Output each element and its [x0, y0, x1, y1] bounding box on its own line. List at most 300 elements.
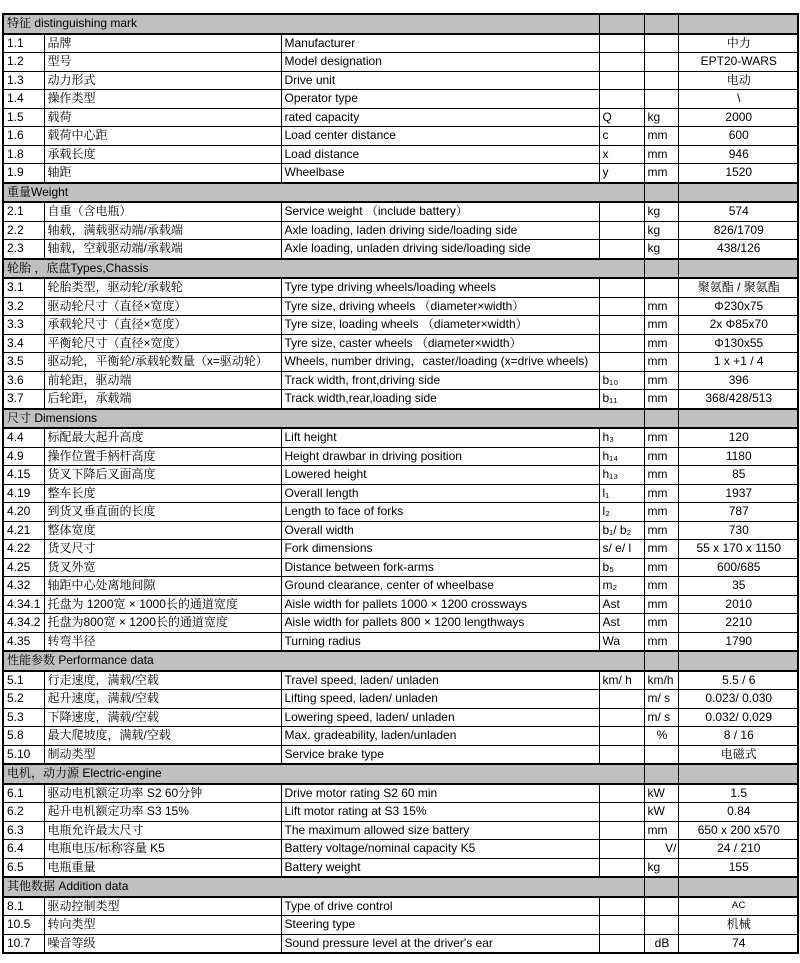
description-cn-cell: 到货叉垂直面的长度	[44, 503, 281, 522]
unit-cell: mm	[644, 447, 678, 466]
value-cell: 368/428/513	[678, 390, 798, 409]
unit-cell: mm	[644, 540, 678, 559]
spec-row	[3, 521, 798, 540]
value-cell: 396	[678, 371, 798, 390]
symbol-cell	[599, 916, 644, 935]
description-cn-cell: 轴载，空载驱动端/承载端	[44, 240, 281, 259]
section-header-row	[3, 183, 798, 203]
description-en-cell: Aisle width for pallets 1000 × 1200 crossways	[281, 595, 599, 614]
description-en-cell: Ground clearance, center of wheelbase	[281, 577, 599, 596]
description-en-cell: Max. gradeability, laden/unladen	[281, 727, 599, 746]
symbol-cell: b₁/ b₂	[599, 521, 644, 540]
row-number-cell: 1.8	[3, 145, 44, 164]
spec-row	[3, 595, 798, 614]
section-filler-cell	[599, 14, 644, 34]
value-cell: AC	[678, 897, 798, 916]
symbol-cell	[599, 690, 644, 709]
symbol-cell	[599, 840, 644, 859]
row-number-cell: 10.5	[3, 916, 44, 935]
value-cell: 2010	[678, 595, 798, 614]
spec-row	[3, 466, 798, 485]
row-number-cell: 8.1	[3, 897, 44, 916]
description-cn-cell: 电瓶电压/标称容量 K5	[44, 840, 281, 859]
section-header-row	[3, 14, 798, 34]
description-cn-cell: 下降速度，满载/空载	[44, 708, 281, 727]
value-cell: 电磁式	[678, 745, 798, 764]
description-cn-cell: 托盘为 1200宽 × 1000长的通道宽度	[44, 595, 281, 614]
unit-cell: mm	[644, 614, 678, 633]
symbol-cell	[599, 897, 644, 916]
section-filler-cell	[678, 409, 798, 429]
symbol-cell: s/ e/ l	[599, 540, 644, 559]
section-filler-cell	[644, 651, 678, 671]
row-number-cell: 3.7	[3, 390, 44, 409]
row-number-cell: 4.25	[3, 558, 44, 577]
row-number-cell: 3.6	[3, 371, 44, 390]
description-cn-cell: 货叉尺寸	[44, 540, 281, 559]
symbol-cell	[599, 745, 644, 764]
unit-cell: mm	[644, 521, 678, 540]
unit-cell: m/ s	[644, 708, 678, 727]
value-cell: 中力	[678, 34, 798, 53]
symbol-cell: b₁₁	[599, 390, 644, 409]
section-header-row	[3, 877, 798, 897]
symbol-cell: Wa	[599, 632, 644, 651]
unit-cell: mm	[644, 371, 678, 390]
description-en-cell: Lowering speed, laden/ unladen	[281, 708, 599, 727]
value-cell: 120	[678, 428, 798, 447]
spec-row	[3, 334, 798, 353]
value-cell: 8 / 16	[678, 727, 798, 746]
value-cell: 24 / 210	[678, 840, 798, 859]
symbol-cell: Q	[599, 108, 644, 127]
row-number-cell: 4.4	[3, 428, 44, 447]
description-cn-cell: 整体宽度	[44, 521, 281, 540]
value-cell: 1 x +1 / 4	[678, 353, 798, 372]
section-title: 轮胎 ，底盘Types,Chassis	[3, 259, 644, 279]
spec-table-body	[3, 14, 798, 953]
description-en-cell: Tyre size, caster wheels （diameter×width）	[281, 334, 599, 353]
description-en-cell: Axle loading, laden driving side/loading side	[281, 221, 599, 240]
description-cn-cell: 轴载，满载驱动端/承载端	[44, 221, 281, 240]
row-number-cell: 4.32	[3, 577, 44, 596]
unit-cell: mm	[644, 334, 678, 353]
row-number-cell: 1.2	[3, 53, 44, 72]
description-en-cell: Axle loading, unladen driving side/loading side	[281, 240, 599, 259]
description-cn-cell: 轴距	[44, 164, 281, 183]
description-cn-cell: 转弯半径	[44, 632, 281, 651]
value-cell: 730	[678, 521, 798, 540]
row-number-cell: 4.22	[3, 540, 44, 559]
symbol-cell: h₁₄	[599, 447, 644, 466]
description-cn-cell: 后轮距，承载端	[44, 390, 281, 409]
unit-cell	[644, 53, 678, 72]
symbol-cell: l₂	[599, 503, 644, 522]
value-cell: 574	[678, 202, 798, 221]
symbol-cell: Ast	[599, 614, 644, 633]
unit-cell: mm	[644, 428, 678, 447]
value-cell: 聚氨酯 / 聚氨酯	[678, 278, 798, 297]
unit-cell: kg	[644, 108, 678, 127]
symbol-cell	[599, 221, 644, 240]
section-header-row	[3, 651, 798, 671]
description-en-cell: Steering type	[281, 916, 599, 935]
description-cn-cell: 载荷	[44, 108, 281, 127]
description-cn-cell: 最大爬坡度，满载/空载	[44, 727, 281, 746]
spec-row	[3, 71, 798, 90]
symbol-cell	[599, 278, 644, 297]
description-en-cell: Tyre size, driving wheels （diameter×width）	[281, 297, 599, 316]
description-cn-cell: 起升速度，满载/空载	[44, 690, 281, 709]
description-en-cell: Battery voltage/nominal capacity K5	[281, 840, 599, 859]
row-number-cell: 3.3	[3, 316, 44, 335]
unit-cell: km/h	[644, 671, 678, 690]
description-cn-cell: 货叉下降后叉面高度	[44, 466, 281, 485]
description-en-cell: Service weight （include battery）	[281, 202, 599, 221]
row-number-cell: 1.5	[3, 108, 44, 127]
value-cell: 0.023/ 0.030	[678, 690, 798, 709]
section-title: 其他数据 Addition data	[3, 877, 644, 897]
unit-cell: dB	[644, 934, 678, 953]
description-cn-cell: 承载长度	[44, 145, 281, 164]
spec-row	[3, 708, 798, 727]
symbol-cell: m₂	[599, 577, 644, 596]
spec-row	[3, 221, 798, 240]
section-filler-cell	[678, 877, 798, 897]
description-cn-cell: 整车长度	[44, 484, 281, 503]
row-number-cell: 1.6	[3, 127, 44, 146]
description-en-cell: Height drawbar in driving position	[281, 447, 599, 466]
section-filler-cell	[644, 183, 678, 203]
description-cn-cell: 驱动轮，平衡轮/承载轮数量（x=驱动轮）	[44, 353, 281, 372]
symbol-cell: h₁₃	[599, 466, 644, 485]
unit-cell: m/ s	[644, 690, 678, 709]
section-filler-cell	[644, 409, 678, 429]
spec-row	[3, 897, 798, 916]
description-cn-cell: 电瓶重量	[44, 858, 281, 877]
description-en-cell: Lowered height	[281, 466, 599, 485]
row-number-cell: 3.5	[3, 353, 44, 372]
spec-row	[3, 278, 798, 297]
row-number-cell: 5.8	[3, 727, 44, 746]
section-filler-cell	[678, 764, 798, 784]
symbol-cell: b₁₀	[599, 371, 644, 390]
spec-row	[3, 540, 798, 559]
row-number-cell: 4.19	[3, 484, 44, 503]
description-cn-cell: 噪音等级	[44, 934, 281, 953]
row-number-cell: 2.3	[3, 240, 44, 259]
description-cn-cell: 型号	[44, 53, 281, 72]
value-cell: 2210	[678, 614, 798, 633]
symbol-cell: b₅	[599, 558, 644, 577]
row-number-cell: 6.3	[3, 821, 44, 840]
description-cn-cell: 操作位置手柄杆高度	[44, 447, 281, 466]
row-number-cell: 4.34.1	[3, 595, 44, 614]
description-en-cell: Type of drive control	[281, 897, 599, 916]
row-number-cell: 3.2	[3, 297, 44, 316]
description-en-cell: Overall width	[281, 521, 599, 540]
spec-table	[2, 13, 799, 954]
value-cell: 826/1709	[678, 221, 798, 240]
description-cn-cell: 驱动控制类型	[44, 897, 281, 916]
row-number-cell: 5.10	[3, 745, 44, 764]
symbol-cell	[599, 90, 644, 109]
unit-cell: mm	[644, 297, 678, 316]
section-header-row	[3, 259, 798, 279]
value-cell: 600/685	[678, 558, 798, 577]
description-en-cell: Aisle width for pallets 800 × 1200 lengthways	[281, 614, 599, 633]
unit-cell: mm	[644, 390, 678, 409]
symbol-cell: km/ h	[599, 671, 644, 690]
symbol-cell	[599, 803, 644, 822]
symbol-cell	[599, 858, 644, 877]
row-number-cell: 6.2	[3, 803, 44, 822]
section-title: 尺寸 Dimensions	[3, 409, 644, 429]
unit-cell: mm	[644, 466, 678, 485]
symbol-cell	[599, 821, 644, 840]
value-cell: 5.5 / 6	[678, 671, 798, 690]
unit-cell	[644, 278, 678, 297]
value-cell: 电动	[678, 71, 798, 90]
unit-cell: mm	[644, 821, 678, 840]
row-number-cell: 10.7	[3, 934, 44, 953]
description-en-cell: Load center distance	[281, 127, 599, 146]
description-cn-cell: 载荷中心距	[44, 127, 281, 146]
spec-row	[3, 164, 798, 183]
unit-cell: V/	[644, 840, 678, 859]
description-cn-cell: 承载轮尺寸（直径×宽度）	[44, 316, 281, 335]
row-number-cell: 6.1	[3, 784, 44, 803]
description-en-cell: Battery weight	[281, 858, 599, 877]
value-cell: 1.5	[678, 784, 798, 803]
description-cn-cell: 轴距中心处离地间隙	[44, 577, 281, 596]
spec-row	[3, 202, 798, 221]
spec-row	[3, 690, 798, 709]
row-number-cell: 4.15	[3, 466, 44, 485]
unit-cell: mm	[644, 316, 678, 335]
description-cn-cell: 前轮距，驱动端	[44, 371, 281, 390]
value-cell: Φ130x55	[678, 334, 798, 353]
spec-row	[3, 916, 798, 935]
symbol-cell	[599, 71, 644, 90]
unit-cell	[644, 34, 678, 53]
unit-cell: mm	[644, 577, 678, 596]
spec-row	[3, 745, 798, 764]
section-filler-cell	[644, 14, 678, 34]
description-en-cell: The maximum allowed size battery	[281, 821, 599, 840]
symbol-cell	[599, 297, 644, 316]
symbol-cell	[599, 934, 644, 953]
section-filler-cell	[644, 877, 678, 897]
section-title: 重量Weight	[3, 183, 644, 203]
spec-row	[3, 727, 798, 746]
value-cell: 35	[678, 577, 798, 596]
spec-row	[3, 297, 798, 316]
section-filler-cell	[678, 14, 798, 34]
row-number-cell: 2.1	[3, 202, 44, 221]
section-title: 特征 distinguishing mark	[3, 14, 599, 34]
unit-cell: mm	[644, 145, 678, 164]
section-filler-cell	[644, 764, 678, 784]
unit-cell	[644, 897, 678, 916]
row-number-cell: 2.2	[3, 221, 44, 240]
symbol-cell: l₁	[599, 484, 644, 503]
spec-row	[3, 577, 798, 596]
row-number-cell: 4.20	[3, 503, 44, 522]
section-filler-cell	[678, 651, 798, 671]
description-cn-cell: 动力形式	[44, 71, 281, 90]
description-en-cell: Track width,rear,loading side	[281, 390, 599, 409]
description-cn-cell: 转向类型	[44, 916, 281, 935]
symbol-cell	[599, 53, 644, 72]
unit-cell: mm	[644, 503, 678, 522]
value-cell: EPT20-WARS	[678, 53, 798, 72]
unit-cell: %	[644, 727, 678, 746]
spec-row	[3, 803, 798, 822]
spec-row	[3, 34, 798, 53]
spec-row	[3, 108, 798, 127]
spec-row	[3, 90, 798, 109]
section-title: 性能参数 Performance data	[3, 651, 644, 671]
description-cn-cell: 制动类型	[44, 745, 281, 764]
value-cell: 1937	[678, 484, 798, 503]
row-number-cell: 6.5	[3, 858, 44, 877]
symbol-cell	[599, 316, 644, 335]
value-cell: 1180	[678, 447, 798, 466]
spec-row	[3, 614, 798, 633]
description-en-cell: Distance between fork-arms	[281, 558, 599, 577]
symbol-cell	[599, 334, 644, 353]
description-cn-cell: 起升电机额定功率 S3 15%	[44, 803, 281, 822]
row-number-cell: 4.21	[3, 521, 44, 540]
description-en-cell: Drive motor rating S2 60 min	[281, 784, 599, 803]
value-cell: 2000	[678, 108, 798, 127]
symbol-cell	[599, 202, 644, 221]
unit-cell: mm	[644, 632, 678, 651]
description-en-cell: Lift motor rating at S3 15%	[281, 803, 599, 822]
description-en-cell: Load distance	[281, 145, 599, 164]
value-cell: 787	[678, 503, 798, 522]
symbol-cell	[599, 34, 644, 53]
description-cn-cell: 轮胎类型，驱动轮/承载轮	[44, 278, 281, 297]
value-cell: 机械	[678, 916, 798, 935]
description-en-cell: Operator type	[281, 90, 599, 109]
unit-cell: kW	[644, 784, 678, 803]
description-en-cell: Turning radius	[281, 632, 599, 651]
unit-cell	[644, 916, 678, 935]
unit-cell: kg	[644, 858, 678, 877]
unit-cell: kg	[644, 221, 678, 240]
spec-row	[3, 858, 798, 877]
spec-row	[3, 316, 798, 335]
row-number-cell: 1.9	[3, 164, 44, 183]
section-filler-cell	[644, 259, 678, 279]
symbol-cell	[599, 784, 644, 803]
row-number-cell: 5.3	[3, 708, 44, 727]
value-cell: \	[678, 90, 798, 109]
description-en-cell: Manufacturer	[281, 34, 599, 53]
unit-cell: mm	[644, 353, 678, 372]
unit-cell: mm	[644, 127, 678, 146]
description-en-cell: rated capacity	[281, 108, 599, 127]
spec-row	[3, 784, 798, 803]
value-cell: 85	[678, 466, 798, 485]
row-number-cell: 4.34.2	[3, 614, 44, 633]
spec-row	[3, 353, 798, 372]
description-cn-cell: 行走速度，满载/空载	[44, 671, 281, 690]
spec-row	[3, 632, 798, 651]
value-cell: 55 x 170 x 1150	[678, 540, 798, 559]
description-cn-cell: 标配最大起升高度	[44, 428, 281, 447]
value-cell: 74	[678, 934, 798, 953]
unit-cell	[644, 90, 678, 109]
description-cn-cell: 电瓶允许最大尺寸	[44, 821, 281, 840]
spec-row	[3, 145, 798, 164]
value-cell: 0.84	[678, 803, 798, 822]
symbol-cell: h₃	[599, 428, 644, 447]
description-cn-cell: 自重（含电瓶）	[44, 202, 281, 221]
symbol-cell	[599, 240, 644, 259]
unit-cell: mm	[644, 484, 678, 503]
row-number-cell: 3.4	[3, 334, 44, 353]
description-en-cell: Wheelbase	[281, 164, 599, 183]
value-cell: Φ230x75	[678, 297, 798, 316]
unit-cell: kW	[644, 803, 678, 822]
unit-cell: mm	[644, 164, 678, 183]
value-cell: 1520	[678, 164, 798, 183]
spec-row	[3, 240, 798, 259]
value-cell: 438/126	[678, 240, 798, 259]
spec-row	[3, 484, 798, 503]
description-cn-cell: 平衡轮尺寸（直径×宽度）	[44, 334, 281, 353]
symbol-cell: Ast	[599, 595, 644, 614]
spec-row	[3, 53, 798, 72]
description-cn-cell: 驱动电机额定功率 S2 60分钟	[44, 784, 281, 803]
symbol-cell: y	[599, 164, 644, 183]
spec-row	[3, 840, 798, 859]
section-filler-cell	[678, 183, 798, 203]
spec-row	[3, 428, 798, 447]
spec-row	[3, 558, 798, 577]
value-cell: 650 x 200 x570	[678, 821, 798, 840]
row-number-cell: 6.4	[3, 840, 44, 859]
description-en-cell: Sound pressure level at the driver's ear	[281, 934, 599, 953]
unit-cell: kg	[644, 240, 678, 259]
unit-cell: kg	[644, 202, 678, 221]
row-number-cell: 1.3	[3, 71, 44, 90]
description-cn-cell: 托盘为800宽 × 1200长的通道宽度	[44, 614, 281, 633]
description-en-cell: Drive unit	[281, 71, 599, 90]
symbol-cell	[599, 708, 644, 727]
value-cell: 155	[678, 858, 798, 877]
section-filler-cell	[678, 259, 798, 279]
row-number-cell: 1.1	[3, 34, 44, 53]
description-en-cell: Overall length	[281, 484, 599, 503]
unit-cell: mm	[644, 558, 678, 577]
row-number-cell: 4.35	[3, 632, 44, 651]
value-cell: 1790	[678, 632, 798, 651]
description-cn-cell: 驱动轮尺寸（直径×宽度）	[44, 297, 281, 316]
row-number-cell: 3.1	[3, 278, 44, 297]
description-en-cell: Model designation	[281, 53, 599, 72]
row-number-cell: 1.4	[3, 90, 44, 109]
spec-row	[3, 934, 798, 953]
description-en-cell: Lift height	[281, 428, 599, 447]
symbol-cell: c	[599, 127, 644, 146]
description-en-cell: Track width, front,driving side	[281, 371, 599, 390]
description-en-cell: Length to face of forks	[281, 503, 599, 522]
description-en-cell: Travel speed, laden/ unladen	[281, 671, 599, 690]
